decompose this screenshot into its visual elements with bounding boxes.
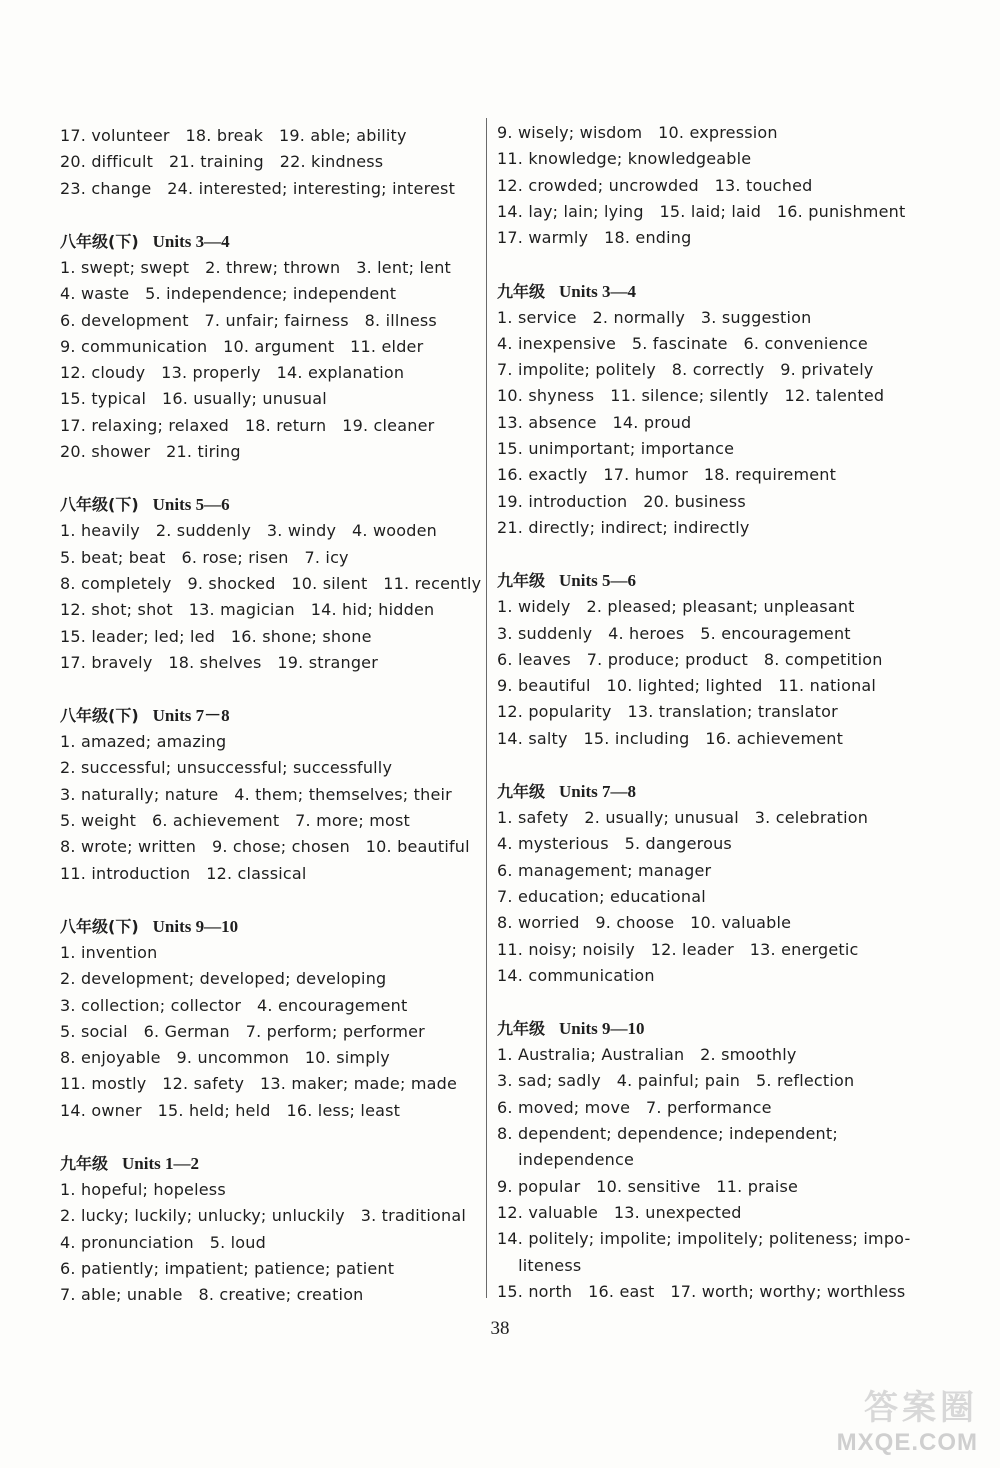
answer-line: 3. collection; collector 4. encouragement (60, 995, 408, 1015)
column-divider (486, 118, 487, 1298)
section-units: Units 3—4 (152, 231, 230, 251)
answer-line: 20. difficult 21. training 22. kindness (60, 152, 384, 172)
section-heading (497, 570, 636, 592)
answer-line: 10. shyness 11. silence; silently 12. talented (497, 386, 885, 406)
answer-line: 6. patiently; impatient; patience; patient (60, 1258, 395, 1278)
answer-line: 7. impolite; politely 8. correctly 9. privately (497, 360, 874, 380)
answer-line: 20. shower 21. tiring (60, 442, 241, 461)
answer-line: 9. beautiful 10. lighted; lighted 11. national (497, 676, 877, 696)
section-heading (497, 1018, 645, 1040)
answer-line: 12. popularity 13. translation; translator (497, 702, 838, 722)
section-units: Units 1—2 (122, 1154, 199, 1173)
answer-line: 14. communication (497, 965, 655, 985)
answer-line: 17. relaxing; relaxed 18. return 19. cleaner (60, 415, 435, 435)
answer-line: 3. suddenly 4. heroes 5. encouragement (497, 623, 851, 643)
answer-line: liteness (497, 1255, 582, 1275)
answer-line: 7. education; educational (497, 886, 706, 906)
section-heading (60, 705, 230, 727)
answer-line: 13. absence 14. proud (497, 412, 692, 432)
section-grade: 九年级 (497, 571, 546, 591)
answer-line: 1. Australia; Australian 2. smoothly (497, 1045, 797, 1065)
answer-line: 6. leaves 7. produce; product 8. competition (497, 649, 883, 669)
answer-line: 6. development 7. unfair; fairness 8. illness (60, 310, 437, 330)
watermark-bottom: MXQE.COM (836, 1429, 978, 1456)
section-grade: 八年级(下) (60, 231, 139, 251)
answer-line: 11. mostly 12. safety 13. maker; made; made (60, 1074, 458, 1094)
section-grade: 八年级(下) (60, 495, 139, 515)
answer-line: 14. politely; impolite; impolitely; politeness; impo- (497, 1229, 911, 1249)
answer-line: 1. hopeful; hopeless (60, 1180, 226, 1199)
section-units: Units 3—4 (559, 281, 636, 301)
answer-line: 16. exactly 17. humor 18. requirement (497, 465, 837, 485)
section-units: Units 5—6 (152, 495, 230, 515)
section-heading (60, 916, 238, 938)
answer-line: 4. waste 5. independence; independent (60, 284, 397, 304)
answer-line: 2. lucky; luckily; unlucky; unluckily 3. traditional (60, 1206, 467, 1226)
section-grade: 八年级(下) (60, 706, 139, 726)
answer-line: 9. popular 10. sensitive 11. praise (497, 1176, 799, 1196)
answer-line: 4. mysterious 5. dangerous (497, 834, 732, 854)
answer-line: 1. heavily 2. suddenly 3. windy 4. wooden (60, 521, 437, 541)
answer-line: 12. crowded; uncrowded 13. touched (497, 175, 813, 195)
answer-line: 15. leader; led; led 16. shone; shone (60, 626, 372, 646)
section-grade: 九年级 (497, 782, 546, 801)
answer-line: 8. enjoyable 9. uncommon 10. simply (60, 1048, 390, 1068)
section-heading (60, 1153, 199, 1175)
answer-line: 3. sad; sadly 4. painful; pain 5. reflection (497, 1071, 855, 1091)
section-heading (497, 781, 636, 803)
section-heading (60, 231, 230, 253)
answer-line: 21. directly; indirect; indirectly (497, 517, 750, 537)
watermark-top: 答案圈 (864, 1388, 978, 1428)
answer-line: 15. typical 16. usually; unusual (60, 389, 327, 409)
answer-line: 9. communication 10. argument 11. elder (60, 336, 424, 356)
section-units: Units 7－8 (152, 706, 230, 726)
answer-line: 17. warmly 18. ending (497, 228, 692, 248)
answer-line: 17. volunteer 18. break 19. able; ability (60, 126, 407, 145)
answer-line: 8. wrote; written 9. chose; chosen 10. beautiful (60, 837, 470, 857)
section-grade: 八年级(下) (60, 916, 139, 936)
answer-line: 15. unimportant; importance (497, 439, 735, 458)
answer-line: 8. completely 9. shocked 10. silent 11. recently (60, 573, 482, 593)
answer-line: 7. able; unable 8. creative; creation (60, 1285, 364, 1305)
answer-line: 14. salty 15. including 16. achievement (497, 728, 844, 748)
answer-line: 2. development; developed; developing (60, 969, 387, 989)
answer-line: 1. swept; swept 2. threw; thrown 3. lent; lent (60, 257, 452, 277)
section-grade: 九年级 (497, 281, 546, 301)
answer-line: 15. north 16. east 17. worth; worthy; worthless (497, 1281, 906, 1301)
answer-line: independence (497, 1150, 635, 1170)
answer-line: 6. management; manager (497, 860, 712, 880)
page-number: 38 (490, 1318, 510, 1339)
answer-line: 1. service 2. normally 3. suggestion (497, 307, 812, 327)
answer-line: 2. successful; unsuccessful; successfully (60, 758, 393, 778)
answer-line: 4. pronunciation 5. loud (60, 1232, 266, 1252)
answer-line: 6. moved; move 7. performance (497, 1097, 772, 1117)
answer-line: 12. valuable 13. unexpected (497, 1202, 742, 1222)
answer-line: 8. worried 9. choose 10. valuable (497, 913, 792, 933)
answer-line: 1. amazed; amazing (60, 732, 227, 752)
section-units: Units 9—10 (152, 916, 239, 936)
answer-line: 11. knowledge; knowledgeable (497, 149, 752, 169)
answer-line: 17. bravely 18. shelves 19. stranger (60, 652, 378, 672)
section-heading (60, 494, 230, 516)
answer-line: 23. change 24. interested; interesting; interest (60, 178, 456, 198)
answer-line: 1. invention (60, 942, 158, 962)
answer-line: 5. social 6. German 7. perform; performer (60, 1021, 425, 1041)
section-grade: 九年级 (497, 1019, 546, 1039)
answer-line: 19. introduction 20. business (497, 491, 746, 511)
answer-line: 9. wisely; wisdom 10. expression (497, 123, 778, 142)
answer-line: 5. weight 6. achievement 7. more; most (60, 811, 411, 830)
answer-line: 4. inexpensive 5. fascinate 6. convenience (497, 333, 868, 353)
answer-line: 8. dependent; dependence; independent; (497, 1124, 838, 1143)
answer-line: 11. introduction 12. classical (60, 863, 307, 883)
answer-line: 14. owner 15. held; held 16. less; least (60, 1100, 401, 1120)
answer-line: 5. beat; beat 6. rose; risen 7. icy (60, 547, 349, 567)
watermark-logo (818, 1380, 978, 1462)
answer-line: 11. noisy; noisily 12. leader 13. energetic (497, 939, 859, 959)
section-units: Units 5—6 (559, 571, 636, 591)
answer-line: 1. safety 2. usually; unusual 3. celebration (497, 808, 869, 827)
answer-line: 12. shot; shot 13. magician 14. hid; hidden (60, 600, 435, 620)
section-units: Units 7—8 (559, 782, 636, 801)
answer-line: 3. naturally; nature 4. them; themselves; their (60, 784, 452, 804)
answer-line: 1. widely 2. pleased; pleasant; unpleasant (497, 597, 855, 617)
section-units: Units 9—10 (559, 1019, 645, 1039)
section-heading (497, 281, 636, 303)
answer-line: 14. lay; lain; lying 15. laid; laid 16. punishment (497, 201, 906, 221)
answer-line: 12. cloudy 13. properly 14. explanation (60, 363, 405, 383)
section-grade: 九年级 (60, 1154, 109, 1173)
